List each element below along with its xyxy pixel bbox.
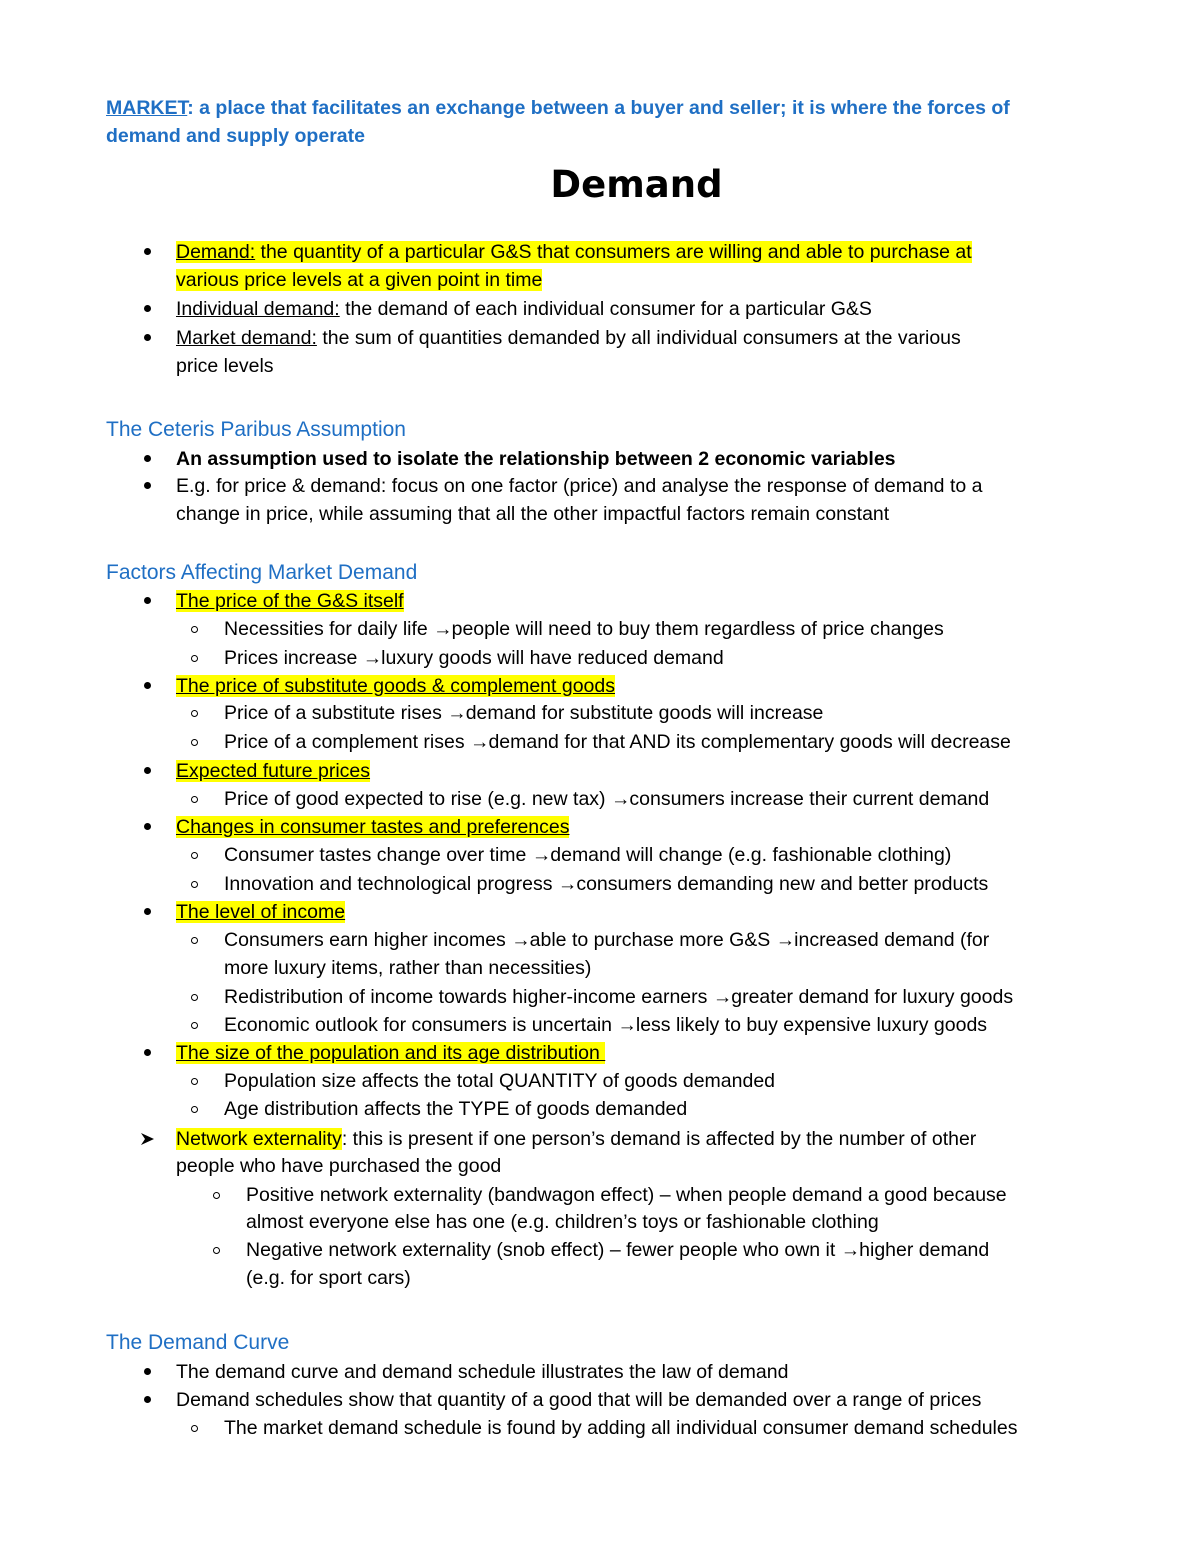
page-title: Demand [550, 163, 723, 206]
text: people will need to buy them regardless of price changes [451, 618, 944, 640]
text: the sum of quantities demanded by all individual consumers at the various [316, 327, 961, 349]
text: consumers demanding new and better products [576, 873, 989, 895]
bullet-icon [142, 240, 154, 264]
factor-6a: Population size affects the total QUANTITY of goods demanded [224, 1070, 776, 1092]
market-definition [106, 96, 1010, 120]
text: Changes in consumer tastes and preferences [176, 816, 570, 838]
definition-individual-demand [176, 297, 872, 321]
bullet-icon [142, 297, 154, 321]
bullet-icon [142, 1388, 154, 1412]
bullet-icon [142, 1041, 154, 1065]
text: Expected future prices [176, 760, 371, 782]
factor-6b: Age distribution affects the TYPE of goods demanded [224, 1098, 688, 1120]
term: Demand: [176, 241, 256, 263]
factor-1a [224, 617, 944, 641]
sub-bullet-icon [190, 843, 202, 867]
term: Individual demand: [176, 298, 340, 320]
negative-network-externality [246, 1238, 989, 1262]
text: Economic outlook for consumers is uncertain [224, 1014, 613, 1036]
market-definition-text: : a place that facilitates an exchange between a buyer and seller; it is where the forces of [187, 97, 1010, 119]
arrow-icon: → [511, 929, 531, 951]
text: various price levels at a given point in time [176, 269, 543, 291]
factor-4b [224, 872, 988, 896]
factor-3a [224, 787, 989, 811]
negative-network-externality-cont: (e.g. for sport cars) [246, 1267, 411, 1289]
arrow-icon: → [470, 731, 490, 753]
factor-5 [176, 900, 345, 924]
arrow-icon: → [531, 844, 552, 866]
text: : this is present if one person’s demand is affected by the number of other [341, 1128, 977, 1150]
bullet-icon [142, 759, 154, 783]
sub-bullet-icon [190, 730, 202, 754]
market-definition-cont: demand and supply operate [106, 125, 365, 147]
text: The price of the G&S itself [176, 590, 404, 612]
term: Network externality [176, 1128, 342, 1150]
text: less likely to buy expensive luxury goods [635, 1014, 988, 1036]
text: demand for that AND its complementary goods will decrease [488, 731, 1011, 753]
text: Innovation and technological progress [224, 873, 553, 895]
bullet-icon [142, 447, 154, 471]
definition-market-demand-cont: price levels [176, 355, 274, 377]
definition-market-demand [176, 326, 961, 350]
factor-2a [224, 701, 823, 725]
arrow-icon: → [610, 788, 631, 810]
sub-bullet-icon [212, 1238, 224, 1262]
sub-bullet-icon [190, 787, 202, 811]
sub-bullet-icon [190, 985, 202, 1009]
ceteris-point-1: An assumption used to isolate the relationship between 2 economic variables [176, 448, 896, 470]
sub-bullet-icon [190, 646, 202, 670]
demand-curve-point-2: Demand schedules show that quantity of a good that will be demanded over a range of prices [176, 1389, 982, 1411]
arrow-icon: → [433, 618, 453, 640]
text: The price of substitute goods & complement goods [176, 675, 615, 697]
text: The size of the population and its age distribution [176, 1042, 606, 1064]
factor-6 [176, 1041, 605, 1065]
text: increased demand (for [794, 929, 990, 951]
network-externality [176, 1127, 976, 1151]
text: Redistribution of income towards higher-income earners [224, 986, 708, 1008]
factor-1 [176, 589, 404, 613]
text: luxury goods will have reduced demand [381, 647, 724, 669]
market-term: MARKET [106, 97, 188, 119]
text: the quantity of a particular G&S that consumers are willing and able to purchase at [255, 241, 972, 263]
ceteris-point-2-cont: change in price, while assuming that all the other impactful factors remain constant [176, 503, 890, 525]
term: Market demand: [176, 327, 317, 349]
arrow-icon: → [840, 1239, 861, 1261]
text: greater demand for luxury goods [731, 986, 1014, 1008]
bullet-icon [142, 900, 154, 924]
ceteris-point-2: E.g. for price & demand: focus on one factor (price) and analyse the response of demand to a [176, 475, 983, 497]
definition-demand [176, 240, 972, 264]
arrow-icon: → [617, 1014, 637, 1036]
text: able to purchase more G&S [529, 929, 771, 951]
text: Price of good expected to rise (e.g. new tax) [224, 788, 606, 810]
factor-1b [224, 646, 724, 670]
text: consumers increase their current demand [629, 788, 990, 810]
factors-heading: Factors Affecting Market Demand [106, 561, 418, 584]
sub-bullet-icon [190, 1097, 202, 1121]
positive-network-externality: Positive network externality (bandwagon effect) – when people demand a good because [246, 1184, 1007, 1206]
sub-bullet-icon [190, 701, 202, 725]
factor-2b [224, 730, 1011, 754]
bullet-icon [142, 674, 154, 698]
positive-network-externality-cont: almost everyone else has one (e.g. children’s toys or fashionable clothing [246, 1211, 879, 1233]
text: demand for substitute goods will increase [465, 702, 824, 724]
text: Price of a complement rises [224, 731, 465, 753]
demand-curve-point-2a: The market demand schedule is found by adding all individual consumer demand schedules [224, 1417, 1018, 1439]
factor-4 [176, 815, 569, 839]
ceteris-heading: The Ceteris Paribus Assumption [106, 418, 406, 441]
sub-bullet-icon [212, 1183, 224, 1207]
arrowhead-bullet-icon [140, 1127, 156, 1151]
text: higher demand [859, 1239, 990, 1261]
factor-5b [224, 985, 1013, 1009]
bullet-icon [142, 815, 154, 839]
text: Negative network externality (snob effect) – fewer people who own it [246, 1239, 836, 1261]
factor-4a [224, 843, 951, 867]
sub-bullet-icon [190, 1013, 202, 1037]
network-externality-cont: people who have purchased the good [176, 1155, 502, 1177]
sub-bullet-icon [190, 1416, 202, 1440]
bullet-icon [142, 326, 154, 350]
demand-curve-heading: The Demand Curve [106, 1331, 290, 1354]
arrow-icon: → [775, 929, 796, 951]
arrow-icon: → [712, 986, 733, 1008]
factor-2 [176, 674, 615, 698]
demand-curve-point-1: The demand curve and demand schedule illustrates the law of demand [176, 1361, 789, 1383]
text: Prices increase [224, 647, 358, 669]
sub-bullet-icon [190, 1069, 202, 1093]
factor-5a-cont: more luxury items, rather than necessities) [224, 957, 592, 979]
definition-demand-cont [176, 268, 542, 292]
bullet-icon [142, 1360, 154, 1384]
bullet-icon [142, 589, 154, 613]
arrow-icon: → [447, 702, 467, 724]
text: Consumers earn higher incomes [224, 929, 506, 951]
sub-bullet-icon [190, 928, 202, 952]
text: demand will change (e.g. fashionable clothing) [550, 844, 952, 866]
sub-bullet-icon [190, 617, 202, 641]
text: Consumer tastes change over time [224, 844, 527, 866]
arrow-icon: → [362, 647, 383, 669]
arrow-icon: → [557, 873, 578, 895]
text: Price of a substitute rises [224, 702, 442, 724]
factor-5c [224, 1013, 987, 1037]
factor-5a [224, 928, 989, 952]
text: the demand of each individual consumer for a particular G&S [339, 298, 872, 320]
bullet-icon [142, 474, 154, 498]
sub-bullet-icon [190, 872, 202, 896]
factor-3 [176, 759, 370, 783]
text: The level of income [176, 901, 346, 923]
text: Necessities for daily life [224, 618, 428, 640]
